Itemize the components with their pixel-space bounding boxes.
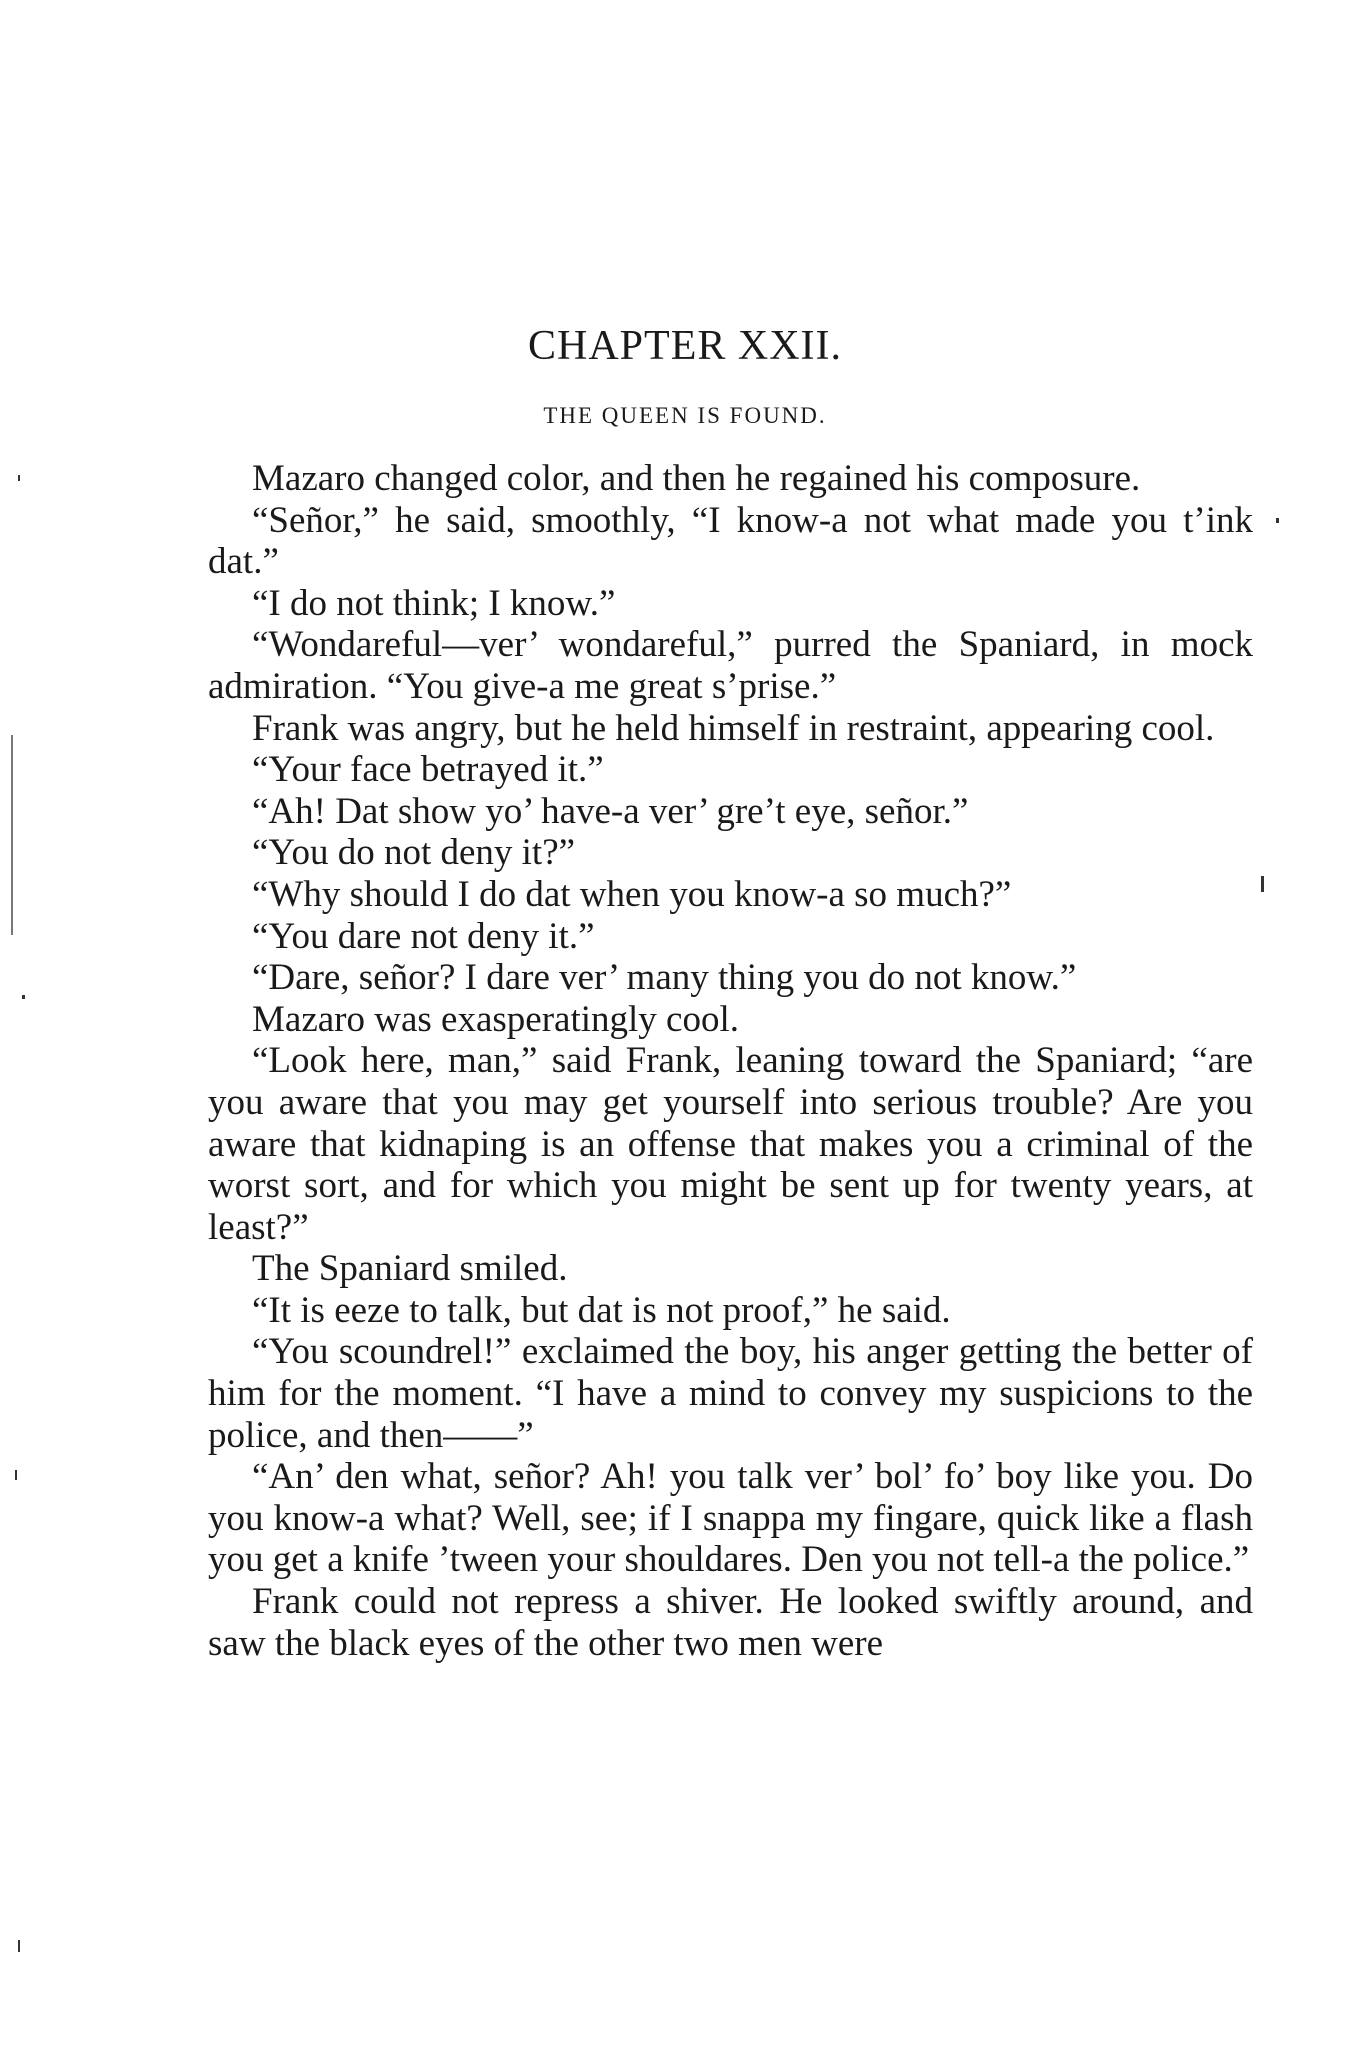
scan-speck xyxy=(1276,518,1279,523)
paragraph: “I do not think; I know.” xyxy=(252,582,616,624)
paragraph: “Wondareful—ver’ wondareful,” purred the Spaniard, in mock admiration. “You give-a me great s’prise.” xyxy=(208,624,1253,707)
paragraph: “Señor,” he said, smoothly, “I know-a not what made you t’ink dat.” xyxy=(208,499,1253,583)
scan-speck xyxy=(18,475,20,481)
paragraph: Mazaro was exasperatingly cool. xyxy=(252,998,739,1040)
paragraph: “Your face betrayed it.” xyxy=(252,749,604,791)
scan-speck xyxy=(22,995,25,999)
paragraph: “Ah! Dat show yo’ have-a ver’ gre’t eye, señor.” xyxy=(252,790,969,832)
scan-speck xyxy=(11,735,13,935)
scan-speck xyxy=(15,1470,17,1480)
scan-speck xyxy=(18,1940,20,1952)
paragraph: “An’ den what, señor? Ah! you talk ver’ bol’ fo’ boy like you. Do you know-a what? Well, see; if I snappa my fingare, quick like a flash you get a knife ’tween your shouldares. Den you not tell-a the police.” xyxy=(208,1456,1253,1581)
paragraph: “Why should I do dat when you know-a so much?” xyxy=(252,873,1012,915)
paragraph: Frank was angry, but he held himself in restraint, appearing cool. xyxy=(252,707,1215,749)
paragraph: “You dare not deny it.” xyxy=(252,915,595,957)
paragraph: “You scoundrel!” exclaimed the boy, his anger getting the better of him for the moment. “I have a mind to convey my suspicions to the police, and then——” xyxy=(208,1331,1253,1456)
chapter-subtitle: THE QUEEN IS FOUND. xyxy=(543,403,827,428)
chapter-body xyxy=(208,458,1253,1664)
chapter-title: CHAPTER XXII. xyxy=(528,323,842,369)
scan-speck xyxy=(1261,876,1264,892)
paragraph: Frank could not repress a shiver. He looked swiftly around, and saw the black eyes of the other two men were xyxy=(208,1581,1253,1664)
paragraph: “It is eeze to talk, but dat is not proof,” he said. xyxy=(252,1289,951,1331)
paragraph: Mazaro changed color, and then he regained his composure. xyxy=(252,458,1141,499)
paragraph: “Dare, señor? I dare ver’ many thing you do not know.” xyxy=(252,957,1077,999)
paragraph: “You do not deny it?” xyxy=(252,832,576,874)
paragraph: “Look here, man,” said Frank, leaning toward the Spaniard; “are you aware that you may get yourself into serious trouble? Are you aware that kidnaping is an offense that makes you a criminal of the worst sort, and for which you might be sent up for twenty years, at least?” xyxy=(208,1040,1253,1248)
paragraph: The Spaniard smiled. xyxy=(252,1248,568,1290)
